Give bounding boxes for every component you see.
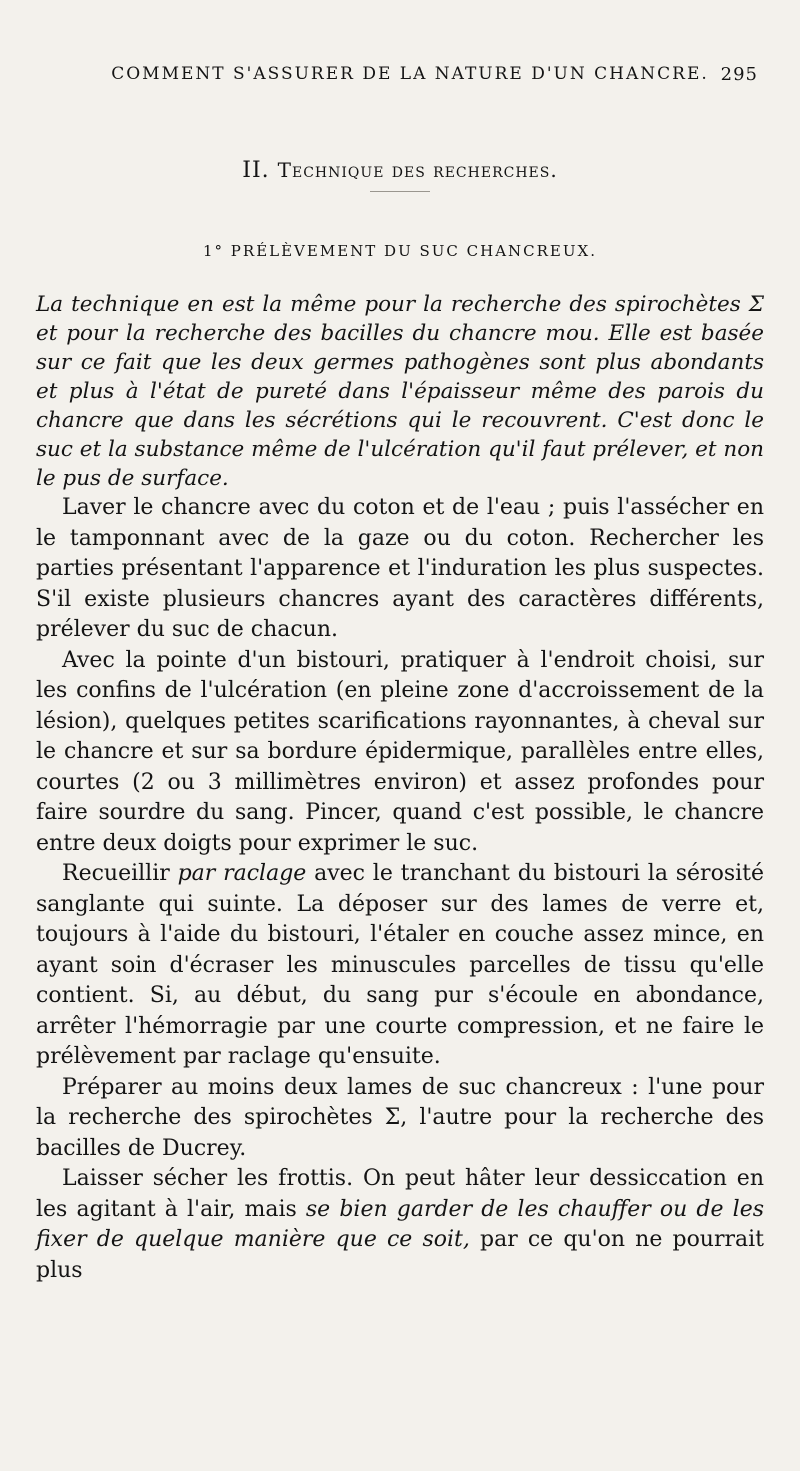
paragraph-drying-italic: se bien garder de les chauffer ou de les fixer de quelque manière que ce soit, (36, 1196, 764, 1252)
section-roman-numeral: II. (242, 158, 270, 183)
paragraph-drying (36, 1164, 764, 1286)
section-title-text: Technique des recherches. (277, 158, 558, 182)
paragraph-drying-start: Laisser sécher les frottis. On peut hâter leur dessiccation en les agitant à l'air, mais (36, 1166, 764, 1222)
paragraph-slides: Préparer au moins deux lames de suc chancreux : l'une pour la recherche des spirochètes Σ, l'autre pour la recherche des bacilles de Ducrey. (36, 1074, 764, 1161)
paragraph-collection-end: avec le tranchant du bistouri la sérosité sanglante qui suinte. La déposer sur des lames de verre et, toujours à l'aide du bistouri, l'étaler en couche assez mince, en ayant soin d'écraser les minuscules parcelles de tissu qu'elle contient. Si, au début, du sang pur s'écoule en abondance, arrêter l'hémorragie par une courte compression, et ne faire le prélèvement par raclage qu'ensuite. (36, 861, 765, 1069)
paragraph-intro: La technique en est la même pour la recherche des spirochètes Σ et pour la recherche des bacilles du chancre mou. Elle est basée sur ce fait que les deux germes pathogènes sont plus abondants et plus à l'état de pureté dans l'épaisseur même des parois du chancre que dans les sécrétions qui le recouvrent. C'est donc le suc et la substance même de l'ulcération qu'il faut prélever, et non le pus de surface. (36, 292, 764, 491)
paragraph-scarification: Avec la pointe d'un bistouri, pratiquer à l'endroit choisi, sur les confins de l'ulcération (en pleine zone d'accroissement de la lésion), quelques petites scarifications rayonnantes, à cheval sur le chancre et sur sa bordure épidermique, parallèles entre elles, courtes (2 ou 3 millimètres environ) et assez profondes pour faire sourdre du sang. Pincer, quand c'est possible, le chancre entre deux doigts pour exprimer le suc. (36, 647, 764, 856)
paragraph-collection (36, 859, 764, 1073)
running-header (96, 64, 758, 104)
subsection-title: 1° PRÉLÈVEMENT DU SUC CHANCREUX. (203, 242, 597, 260)
paragraph-drying-end: par ce qu'on ne pourrait plus (36, 1227, 765, 1283)
paragraph-collection-italic: par raclage (177, 861, 307, 886)
header-title: COMMENT S'ASSURER DE LA NATURE D'UN CHANCRE. (111, 64, 709, 84)
section-title (36, 158, 764, 192)
paragraph-collection-start: Recueillir (62, 861, 178, 886)
title-divider (370, 191, 430, 192)
paragraph-washing: Laver le chancre avec du coton et de l'eau ; puis l'assécher en le tamponnant avec de la gaze ou du coton. Rechercher les parties présentant l'apparence et l'induration les plus suspectes. S'il existe plusieurs chancres ayant des caractères différents, prélever du suc de chacun. (36, 495, 764, 642)
page-number: 295 (720, 64, 758, 85)
